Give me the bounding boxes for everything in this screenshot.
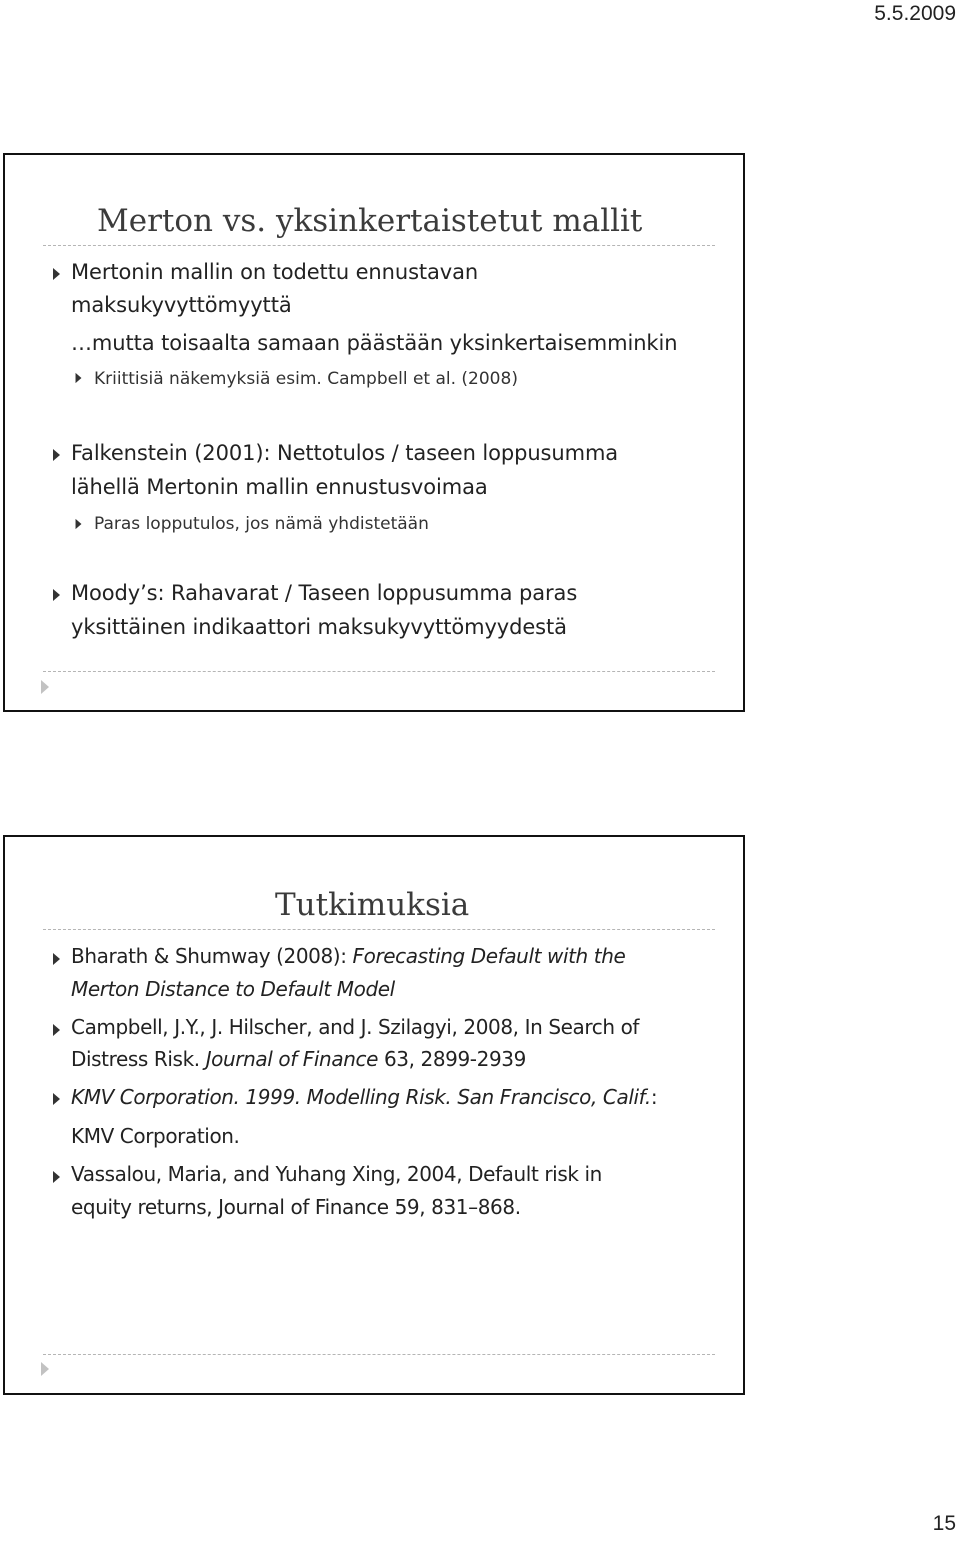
reference-item-continued: KMV Corporation. bbox=[71, 1124, 240, 1148]
page-number: 15 bbox=[932, 1512, 956, 1535]
reference-text: Distress Risk. bbox=[71, 1047, 206, 1071]
sub-bullet-arrow-icon bbox=[76, 373, 82, 383]
footer-arrow-icon bbox=[41, 680, 49, 694]
footer-divider bbox=[43, 1354, 715, 1355]
reference-item: Vassalou, Maria, and Yuhang Xing, 2004, Default risk in bbox=[71, 1162, 602, 1186]
bullet-text-continued: …mutta toisaalta samaan päästään yksinkertaisemminkin bbox=[71, 331, 678, 355]
reference-text: : bbox=[650, 1085, 658, 1109]
reference-title-continued: Merton Distance to Default Model bbox=[71, 977, 395, 1001]
reference-item bbox=[71, 944, 625, 968]
reference-item-continued bbox=[71, 1047, 526, 1071]
footer-divider bbox=[43, 671, 715, 672]
slide-title: Tutkimuksia bbox=[275, 887, 470, 923]
sub-bullet-text: Paras lopputulos, jos nämä yhdistetään bbox=[94, 514, 429, 534]
bullet-arrow-icon bbox=[53, 268, 60, 280]
reference-item: Campbell, J.Y., J. Hilscher, and J. Szilagyi, 2008, In Search of bbox=[71, 1015, 640, 1039]
bullet-text: Falkenstein (2001): Nettotulos / taseen loppusumma bbox=[71, 441, 619, 465]
reference-text: KMV Corporation. 1999. Modelling Risk. San Francisco, Calif. bbox=[71, 1085, 651, 1109]
bullet-text: Mertonin mallin on todettu ennustavan bbox=[71, 260, 479, 284]
reference-journal: Journal of Finance bbox=[205, 1047, 378, 1071]
bullet-text-continued: maksukyvyttömyyttä bbox=[71, 293, 292, 317]
footer-arrow-icon bbox=[41, 1362, 49, 1376]
page-date: 5.5.2009 bbox=[874, 2, 956, 25]
title-divider bbox=[43, 245, 715, 246]
sub-bullet-arrow-icon bbox=[76, 519, 82, 529]
bullet-text-continued: yksittäinen indikaattori maksukyvyttömyydestä bbox=[71, 615, 567, 639]
bullet-text-continued: lähellä Mertonin mallin ennustusvoimaa bbox=[71, 475, 488, 499]
slide-title: Merton vs. yksinkertaistetut mallit bbox=[97, 203, 643, 239]
bullet-arrow-icon bbox=[53, 953, 60, 965]
bullet-text: Moody’s: Rahavarat / Taseen loppusumma paras bbox=[71, 581, 578, 605]
bullet-arrow-icon bbox=[53, 589, 60, 601]
bullet-arrow-icon bbox=[53, 1093, 60, 1105]
reference-item-continued: equity returns, Journal of Finance 59, 831–868. bbox=[71, 1195, 521, 1219]
title-divider bbox=[43, 929, 715, 930]
sub-bullet-text: Kriittisiä näkemyksiä esim. Campbell et al. (2008) bbox=[94, 369, 518, 389]
slide-merton-vs-simplified-models bbox=[3, 153, 745, 712]
reference-authors: Bharath & Shumway (2008): bbox=[71, 944, 353, 968]
reference-pages: 63, 2899-2939 bbox=[377, 1047, 526, 1071]
bullet-arrow-icon bbox=[53, 449, 60, 461]
slide-research bbox=[3, 835, 745, 1395]
bullet-arrow-icon bbox=[53, 1171, 60, 1183]
bullet-arrow-icon bbox=[53, 1024, 60, 1036]
reference-item bbox=[71, 1085, 657, 1109]
reference-title: Forecasting Default with the bbox=[352, 944, 626, 968]
